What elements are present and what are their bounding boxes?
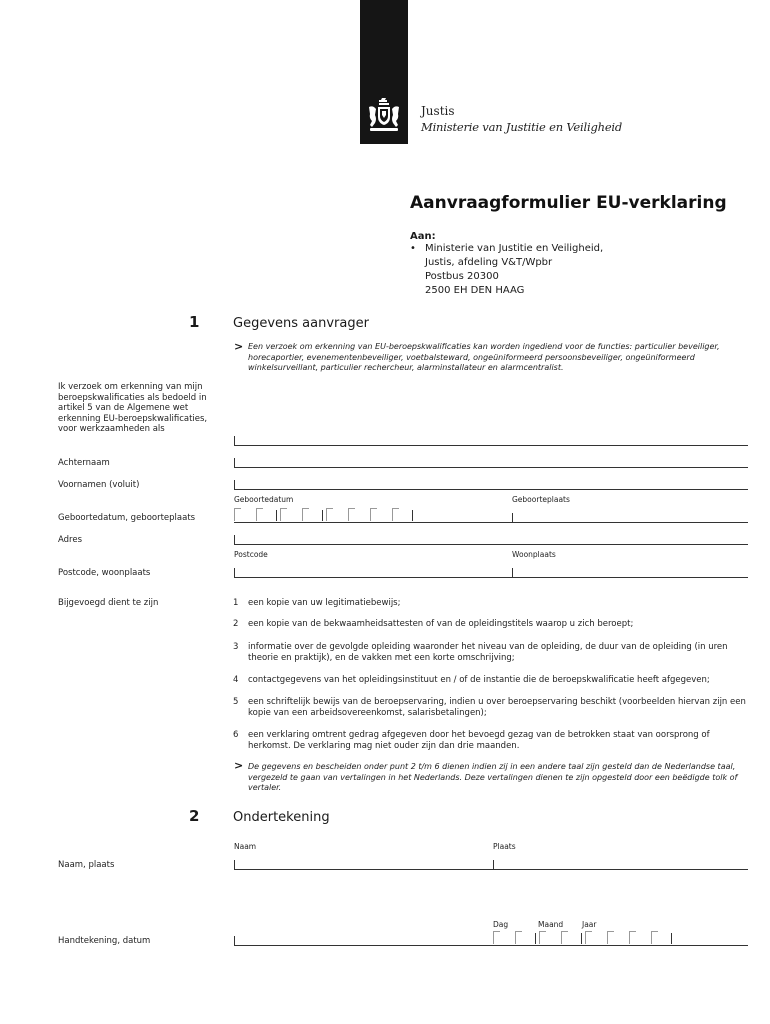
postcode-column-label: Postcode <box>234 550 268 559</box>
section-title: Ondertekening <box>233 810 330 825</box>
pob-column-label: Geboorteplaats <box>512 495 570 504</box>
city-column-label: Woonplaats <box>512 550 556 559</box>
attachment-item: 2 een kopie van de bekwaamheidsattesten of van de opleidingstitels waarop u zich beroept; <box>233 619 634 629</box>
date-digit-box-top <box>392 508 399 509</box>
date-digit-box <box>392 508 393 521</box>
attachment-item: 6 een verklaring omtrent gedrag afgegeven door het bevoegd gezag van de betrokken staat van oorsprong of herkomst. De verklaring mag niet ouder zijn dan drie maanden. <box>233 730 710 751</box>
name-place-field-line <box>234 869 748 870</box>
date-digit-box <box>326 508 327 521</box>
dob-pob-field-line <box>234 522 748 523</box>
firstnames-label: Voornamen (voluit) <box>58 480 140 490</box>
attachment-item: 3 informatie over de gevolgde opleiding waaronder het niveau van de opleiding, de duur van de opleiding (in uren theorie en praktijk), en de vakken met een korte omschrijving; <box>233 642 728 663</box>
section-number: 2 <box>189 807 200 825</box>
date-digit-box <box>280 508 281 521</box>
date-digit-box <box>370 508 371 521</box>
request-label: Ik verzoek om erkenning van mijn beroepskwalificaties als bedoeld in artikel 5 van de Algemene wet erkenning EU-beroepskwalificaties, voor werkzaamheden als <box>58 382 208 434</box>
translation-note: De gegevens en bescheiden onder punt 2 t/m 6 dienen indien zij in een andere taal zijn gesteld dan de Nederlandse taal, vergezeld te gaan van vertalingen in het Nederlands. Deze vertalingen dienen te zijn opgesteld door een beëdigde tolk of vertaler. <box>248 762 738 792</box>
form-title: Aanvraagformulier EU-verklaring <box>410 193 727 213</box>
surname-label: Achternaam <box>58 458 110 468</box>
date-digit-box-top <box>326 508 333 509</box>
attachment-item: 4 contactgegevens van het opleidingsinstituut en / of de instantie die de beroepskwalificatie heeft afgegeven; <box>233 675 710 685</box>
date-digit-box <box>561 931 562 944</box>
address-line: Ministerie van Justitie en Veiligheid, <box>425 243 604 254</box>
address-label: Adres <box>58 535 83 545</box>
date-digit-box-top <box>302 508 309 509</box>
address-field[interactable] <box>234 544 748 545</box>
date-digit-box <box>515 931 516 944</box>
date-digit-box-top <box>651 931 658 932</box>
signature-label: Handtekening, datum <box>58 936 151 946</box>
date-group-separator <box>535 933 536 944</box>
postcode-city-field-line <box>234 577 748 578</box>
date-group-separator <box>671 933 672 944</box>
arrow-icon: > <box>234 759 244 772</box>
date-digit-box-top <box>370 508 377 509</box>
date-digit-box <box>585 931 586 944</box>
attachment-item: 5 een schriftelijk bewijs van de beroepservaring, indien u over beroepservaring beschikt (voorbeelden hiervan zijn een kopie van een arbeidsovereenkomst, salarisbetalingen); <box>233 697 746 718</box>
attachment-item: 1 een kopie van uw legitimatiebewijs; <box>233 598 401 608</box>
date-digit-box <box>493 931 494 944</box>
dob-column-label: Geboortedatum <box>234 495 294 504</box>
date-group-separator <box>322 510 323 521</box>
coat-of-arms-icon <box>363 95 405 137</box>
date-digit-box-top <box>493 931 500 932</box>
date-digit-box <box>539 931 540 944</box>
date-digit-box-top <box>515 931 522 932</box>
month-label: Maand <box>538 920 564 929</box>
date-digit-box <box>348 508 349 521</box>
date-digit-box-top <box>234 508 241 509</box>
date-digit-box <box>607 931 608 944</box>
date-digit-box-top <box>539 931 546 932</box>
attachments-label: Bijgevoegd dient te zijn <box>58 598 159 608</box>
addressee-label: Aan: <box>410 231 436 242</box>
date-digit-box-top <box>348 508 355 509</box>
org-name: Justis <box>421 104 455 118</box>
addressee-block <box>410 242 603 298</box>
profession-field[interactable] <box>234 445 748 446</box>
date-digit-box <box>234 508 235 521</box>
section-title: Gegevens aanvrager <box>233 316 369 331</box>
date-digit-box-top <box>561 931 568 932</box>
date-group-separator <box>412 510 413 521</box>
name-place-label: Naam, plaats <box>58 860 115 870</box>
day-label: Dag <box>493 920 509 929</box>
name-column-label: Naam <box>234 842 257 851</box>
bullet-icon: • <box>410 243 416 254</box>
address-line: Postbus 20300 <box>425 271 499 282</box>
date-digit-box-top <box>607 931 614 932</box>
functions-note: Een verzoek om erkenning van EU-beroepskwalificaties kan worden ingediend voor de functies: particulier beveiliger, horecaportier, evenementenbeveiliger, voetbalsteward, ongeüniformeerd persoonsbeveiliger, ongeüniformeerd winkelsurveillant, particulier rechercheur, alarminstallateur en alarmcentralist. <box>248 342 720 372</box>
pob-field[interactable] <box>512 513 513 523</box>
signature-field-line <box>234 945 748 946</box>
date-digit-box <box>629 931 630 944</box>
date-digit-box-top <box>585 931 592 932</box>
place-column-label: Plaats <box>493 842 516 851</box>
postcode-city-label: Postcode, woonplaats <box>58 568 151 578</box>
dob-pob-label: Geboortedatum, geboorteplaats <box>58 513 196 523</box>
date-digit-box-top <box>280 508 287 509</box>
org-subtitle: Ministerie van Justitie en Veiligheid <box>421 120 623 134</box>
address-line: Justis, afdeling V&T/Wpbr <box>425 257 553 268</box>
surname-field[interactable] <box>234 467 748 468</box>
date-digit-box-top <box>256 508 263 509</box>
firstnames-field[interactable] <box>234 489 748 490</box>
arrow-icon: > <box>234 340 244 353</box>
year-label: Jaar <box>582 920 597 929</box>
date-digit-box-top <box>629 931 636 932</box>
date-group-separator <box>581 933 582 944</box>
date-digit-box <box>256 508 257 521</box>
date-group-separator <box>276 510 277 521</box>
section-number: 1 <box>189 313 200 331</box>
address-line: 2500 EH DEN HAAG <box>425 285 525 296</box>
date-digit-box <box>302 508 303 521</box>
date-digit-box <box>651 931 652 944</box>
